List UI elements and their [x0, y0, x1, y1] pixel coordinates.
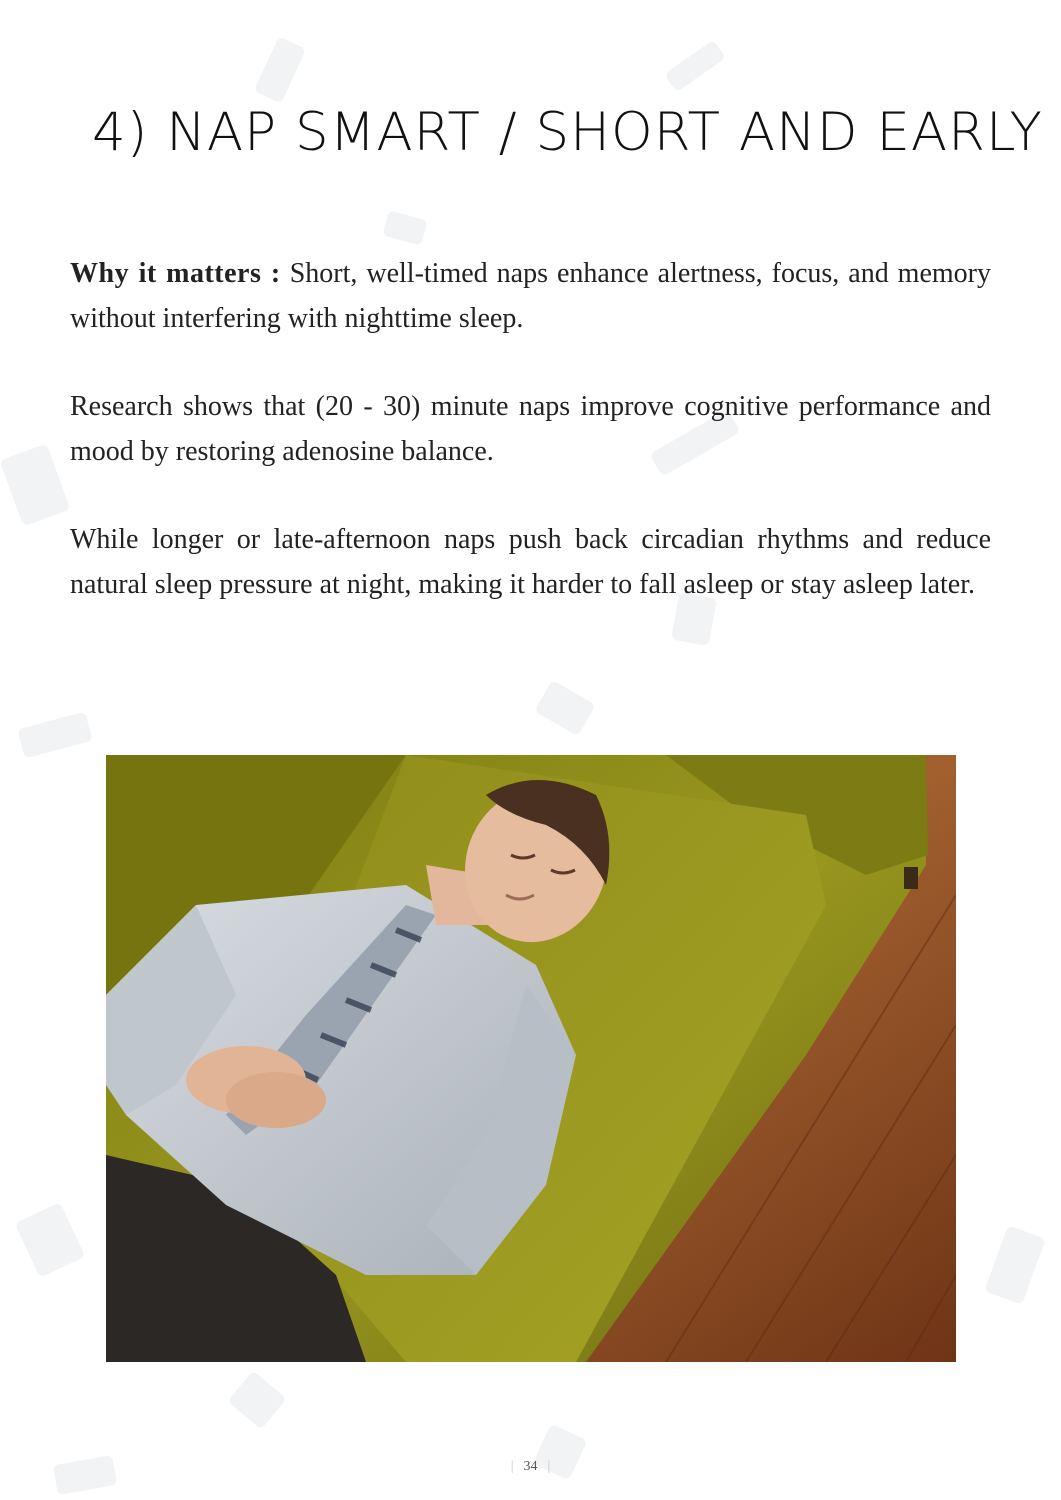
- watermark-shape: [664, 40, 726, 92]
- paragraph-why-it-matters: [70, 252, 991, 341]
- paragraph-research: [70, 385, 991, 474]
- paragraph-label: Why it matters :: [70, 258, 281, 289]
- paragraph-text: Short, well-timed naps enhance alertness, focus, and memory without interfering with nighttime sleep.: [70, 258, 991, 334]
- page-number: [0, 1459, 1061, 1475]
- watermark-shape: [0, 444, 70, 527]
- page-number-divider: |: [547, 1459, 551, 1474]
- body-text: [70, 252, 991, 651]
- photo-man-napping-on-sofa: [106, 755, 956, 1362]
- paragraph-text: Research shows that (20 - 30) minute naps improve cognitive performance and mood by restoring adenosine balance.: [70, 391, 991, 467]
- page-number-value: 34: [523, 1459, 538, 1474]
- watermark-shape: [984, 1225, 1046, 1304]
- watermark-shape: [382, 210, 427, 245]
- page-number-divider: |: [510, 1459, 514, 1474]
- watermark-shape: [254, 36, 307, 103]
- watermark-shape: [227, 1371, 286, 1430]
- paragraph-text: While longer or late-afternoon naps push back circadian rhythms and reduce natural sleep pressure at night, making it harder to fall asleep or stay asleep later.: [70, 524, 991, 600]
- watermark-shape: [534, 680, 595, 736]
- paragraph-longer-naps: [70, 518, 991, 607]
- page-title: 4) NAP SMART / SHORT AND EARLY: [92, 102, 1043, 163]
- watermark-shape: [17, 711, 92, 758]
- watermark-shape: [15, 1202, 86, 1278]
